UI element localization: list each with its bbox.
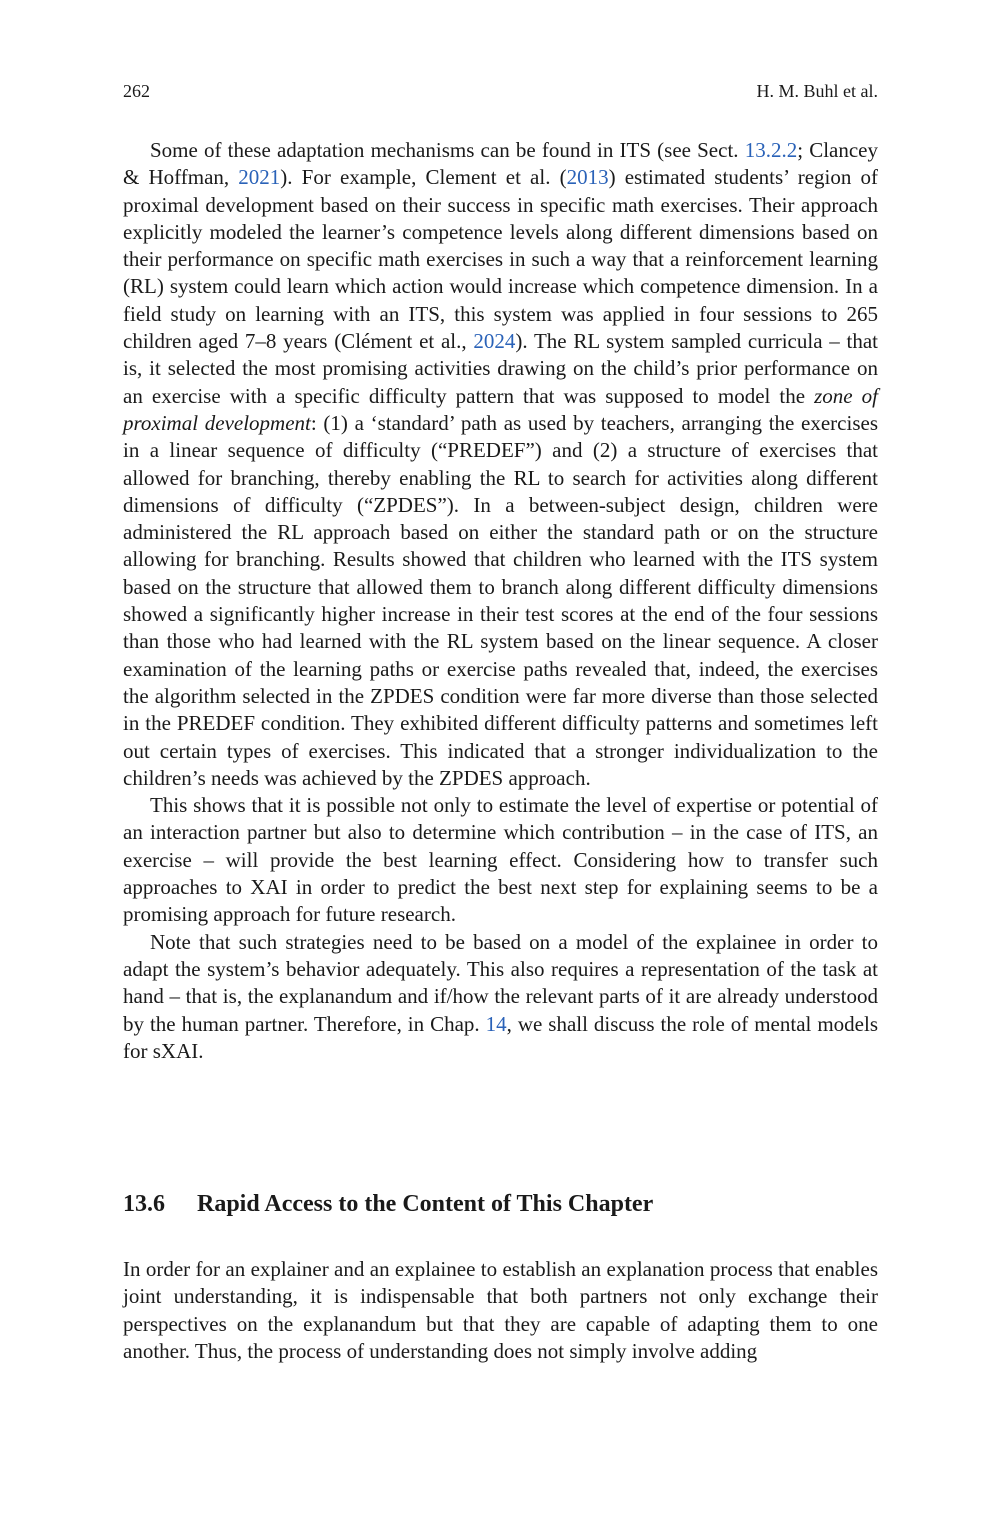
text-run: ) estimated students’ region of proximal development based on their success in specific math exercises. Their approach explicitly modeled the learner’s competence levels along different dimensions based on their performance on specific math exercises in such a way that a reinforcement learning (RL) system could learn which action would increase which competence dimension. In a field study on learning with an ITS, this system was applied in four sessions to 265 children aged 7–8 years (Clément et al., xyxy=(123,165,878,354)
body-text xyxy=(123,137,878,1065)
citation-link-2024[interactable]: 2024 xyxy=(473,329,516,354)
text-run: ). The RL system sampled curricula – that is, it selected the most promising activities drawing on the child’s prior performance on an exercise with a specific difficulty pattern that was supposed to model the xyxy=(123,329,878,408)
running-header xyxy=(123,79,878,103)
paragraph-strategies xyxy=(123,929,878,1065)
paragraph-rapid-access: In order for an explainer and an explainee to establish an explanation process that enables joint understanding, it is indispensable that both partners not only exchange their perspectives on the explanandum but that they are capable of adapting them to one another. Thus, the process of understanding does not simply involve adding xyxy=(123,1257,878,1363)
text-run: , we shall discuss the role of mental models for sXAI. xyxy=(123,1011,878,1063)
text-run: ; Clancey & Hoffman, xyxy=(123,138,879,190)
section-ref-link[interactable]: 13.2.2 xyxy=(744,138,798,162)
chapter-ref-link[interactable]: 14 xyxy=(485,1011,507,1036)
running-author: H. M. Buhl et al. xyxy=(756,81,878,101)
text-run: Note that such strategies need to be based on a model of the explainee in order to adapt the system’s behavior adequately. This also requires a representation of the task at hand – that is, the explanandum and if/how the relevant parts of it are already understood by the human partner. Therefore, in Chap. xyxy=(123,929,878,1036)
paragraph-possibility: This shows that it is possible not only to estimate the level of expertise or potential of an interaction partner but also to determine which contribution – in the case of ITS, an exercise – will provide the best learning effect. Considering how to transfer such approaches to XAI in order to predict the best next step for explaining seems to be a promising approach for future research. xyxy=(123,793,878,927)
citation-link-2021[interactable]: 2021 xyxy=(238,165,281,190)
citation-link-2013[interactable]: 2013 xyxy=(566,165,609,190)
page-number: 262 xyxy=(123,81,150,101)
text-run: ). For example, Clement et al. ( xyxy=(280,165,567,190)
paragraph-adaptation-mechanisms xyxy=(123,137,878,792)
text-run: : (1) a ‘standard’ path as used by teachers, arranging the exercises in a linear sequence of difficulty (“PREDEF”) and (2) a structure of exercises that allowed for branching, thereby enabling the RL to search for activities along different dimensions of difficulty (“ZPDES”). In a between-subject design, children were administered the RL approach based on either the standard path or on the structure allowing for branching. Results showed that children who learned with the ITS system based on the structure that allowed them to branch along different difficulty dimensions showed a significantly higher increase in their test scores at the end of the four sessions than those who had learned with the RL system based on the linear sequence. A closer examination of the learning paths or exercise paths revealed that, indeed, the exercises the algorithm selected in the ZPDES condition were far more diverse than those selected in the PREDEF condition. They exhibited different difficulty patterns and sometimes left out certain types of exercises. This indicated that a stronger individualization to the children’s needs was achieved by the ZPDES approach. xyxy=(123,410,878,790)
section-body xyxy=(123,1256,878,1365)
section-number: 13.6 xyxy=(123,1191,165,1217)
section-title: Rapid Access to the Content of This Chapter xyxy=(197,1191,654,1217)
italic-term: zone of proximal development xyxy=(123,383,879,435)
section-heading xyxy=(123,1188,878,1220)
text-run: Some of these adaptation mechanisms can be found in ITS (see Sect. xyxy=(150,138,745,162)
